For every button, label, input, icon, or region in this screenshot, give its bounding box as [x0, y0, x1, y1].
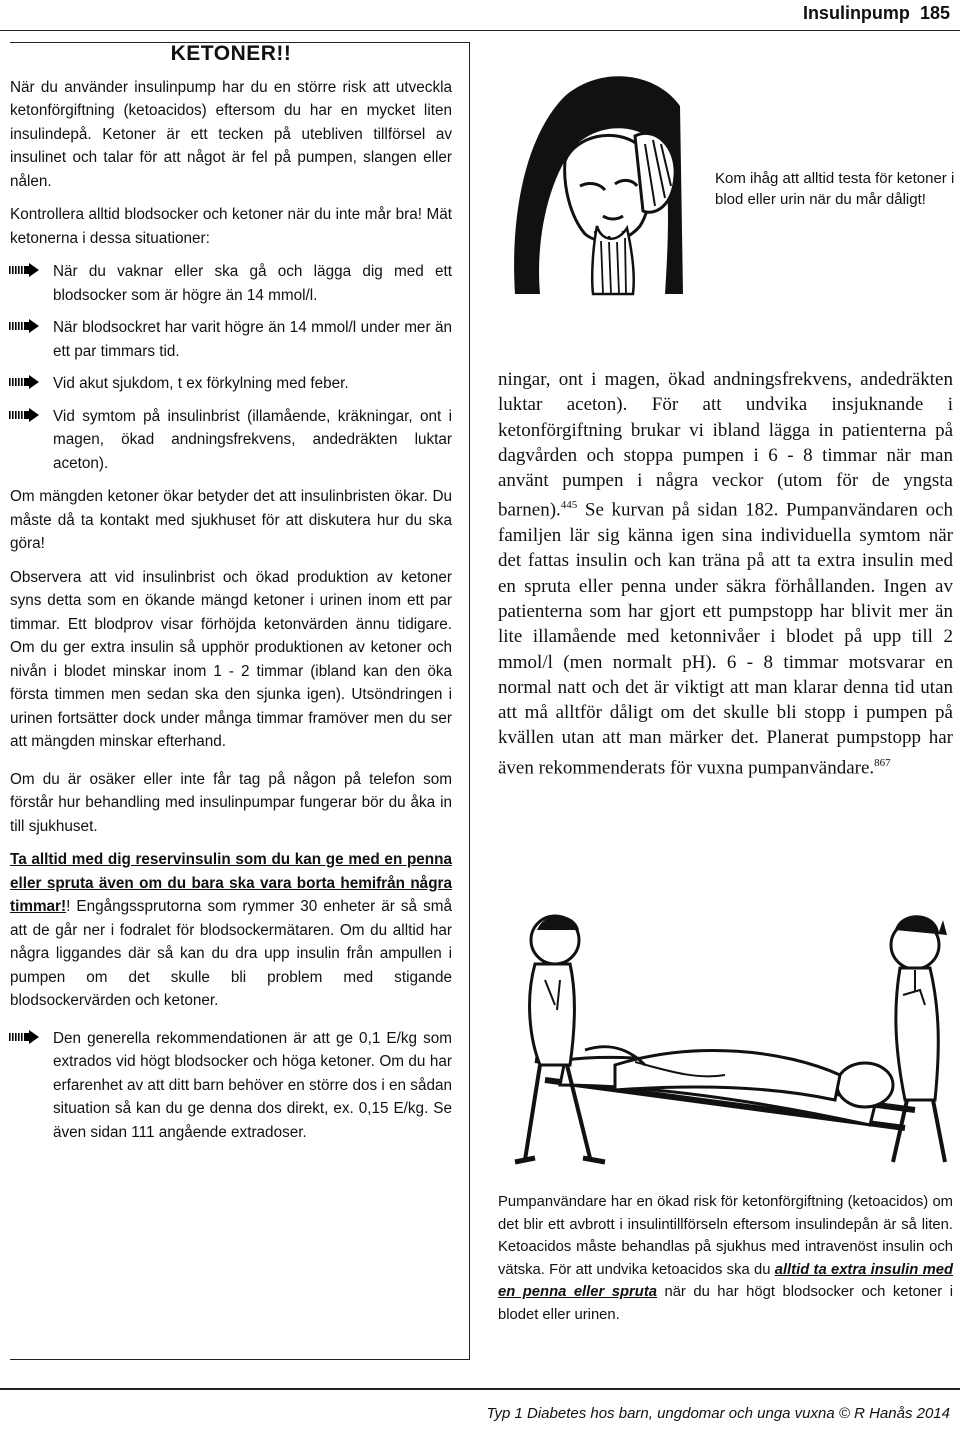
list-item-text: Den generella rekommendationen är att ge 0,1 E/kg som extrados vid högt blodsocker och höga ketoner. Om du har erfarenhet av att ditt barn behöver en större dos i en sådan situation så kan du ge denna dos direkt, ex. 0,15 E/kg. Se även sidan 111 angående extradoser.	[53, 1029, 452, 1141]
caption-text-2: när du har högt blodsocker och ketoner i blodet eller urinen.	[498, 1284, 953, 1323]
reference-445: 445	[560, 499, 578, 512]
arrow-bullet-icon	[9, 319, 41, 333]
list-item	[10, 372, 452, 396]
box-paragraph-3: Om mängden ketoner ökar betyder det att insulinbristen ökar. Du måste då ta kontakt med sjukhuset för att diskutera hur du ska göra!	[10, 488, 452, 552]
list-item-text: När du vaknar eller ska gå och lägga dig med ett blodsocker som är högre än 14 mmol/l.	[53, 263, 452, 304]
box-paragraph-6-rest: ! Engångssprutorna som rymmer 30 enheter är så små att de går ner i fodralet för blodsockermätaren. Om du alltid har några liggandes där så kan du dra upp insulin från ampullen i pumpen om det skulle bli problem med stigande blodsockervärden och ketoner.	[10, 898, 452, 1009]
box-paragraph-2: Kontrollera alltid blodsocker och ketoner när du inte mår bra! Mät ketonerna i dessa situationer:	[10, 206, 452, 247]
sick-woman-illustration	[505, 66, 685, 296]
arrow-bullet-icon	[9, 375, 41, 389]
recommendation-list	[10, 1027, 452, 1145]
reserve-insulin-warning: Ta alltid med dig reservinsulin som du kan ge med en penna eller spruta även om du bara ska vara borta hemifrån några timmar!	[10, 851, 452, 915]
list-item-text: När blodsockret har varit högre än 14 mmol/l under mer än ett par timmars tid.	[53, 319, 452, 360]
list-item-text: Vid symtom på insulinbrist (illamående, kräkningar, ont i magen, ökad andningsfrekvens, andedräkten luktar aceton).	[53, 407, 452, 472]
header-rule	[0, 30, 960, 31]
caption-emphasis: alltid ta extra insulin med en penna eller spruta	[498, 1261, 954, 1300]
box-paragraph-4: Observera att vid insulinbrist och ökad produktion av ketoner syns detta som en ökande mängd ketoner i urinen inom ett par timmar. Ett blodprov visar förhöjda ketonvärden ännu tidigare. Om du ger extra insulin så upphör produktionen av ketoner och nivån i blodet minskar inom 1 - 2 timmar (ibland kan den öka första timmen men sedan ska den sjunka igen). Utsöndringen i urinen fortsätter dock under många timmar framöver men du ser att mängden minskar efterhand.	[10, 568, 452, 750]
right-column-part-2: Se kurvan på sidan 182. Pumpanvändaren och familjen lär sig känna igen sina individuella symtom när det fattas insulin och kan träna på att ta extra insulin med en spruta eller penna under säkra förhållanden. Ingen av patienterna som har gjort ett pumpstopp har blivit mer än lite illamående med ketonnivåer i blodet på upp till 2 mmol/l (men normalt pH). 6 - 8 timmar motsvarar en normal natt och det är viktigt att man klarar denna tid utan att må alltför dåligt om det skulle bli stopp i pumpen på kvällen utan att man märker det. Planerat pumpstopp har även rekommenderats för vuxna pumpanvändare.	[498, 499, 953, 779]
page-number: 185	[919, 3, 950, 23]
situations-list	[10, 260, 452, 475]
header-title: Insulinpump	[802, 3, 910, 23]
box-paragraph-5: Om du är osäker eller inte får tag på någon på telefon som förstår hur behandling med insulinpumpar fungerar bör du åka in till sjukhuset.	[10, 770, 452, 835]
box-paragraph-6	[10, 848, 452, 1013]
list-item	[10, 260, 452, 307]
box-paragraph-1: När du använder insulinpump har du en större risk att utveckla ketonförgiftning (ketoacidos) eftersom du har en mycket liten insulindepå. Ketoner är ett tecken på utebliven tillförsel av insulinet och talar för att något är fel på pumpen, slangen eller nålen.	[10, 78, 452, 190]
page-header	[803, 3, 950, 24]
list-item	[10, 316, 452, 363]
arrow-bullet-icon	[9, 408, 41, 422]
arrow-bullet-icon	[9, 1030, 41, 1044]
reminder-caption: Kom ihåg att alltid testa för ketoner i blod eller urin när du mår dåligt!	[715, 170, 955, 208]
stretcher-illustration	[495, 900, 955, 1170]
arrow-bullet-icon	[9, 263, 41, 277]
right-column-part-1: ningar, ont i magen, ökad andningsfrekvens, andedräkten luktar aceton). För att undvika insjuknande i ketonförgiftning brukar vi ibland lägga in patienterna på dagvården och stoppa pumpen i 6 - 8 timmar när man använt pumpen i några veckor (utom för de yngsta barnen).	[498, 369, 953, 521]
ketones-box-content	[10, 44, 452, 1154]
reference-867: 867	[874, 756, 891, 769]
footer-rule	[0, 1388, 960, 1390]
list-item-text: Vid akut sjukdom, t ex förkylning med feber.	[53, 375, 349, 392]
right-column-text	[498, 367, 953, 780]
stretcher-caption	[498, 1191, 953, 1326]
caption-text-1: Pumpanvändare har en ökad risk för ketonförgiftning (ketoacidos) om det blir ett avbrott i insulintillförseln eftersom insulindepån är så liten. Ketoacidos måste behandlas på sjukhus med intravenöst insulin och vätska. För att undvika ketoacidos ska du	[498, 1194, 953, 1278]
list-item	[10, 405, 452, 476]
list-item	[10, 1027, 452, 1145]
box-title: KETONER!!	[170, 42, 292, 65]
page-footer: Typ 1 Diabetes hos barn, ungdomar och unga vuxna © R Hanås 2014	[486, 1405, 950, 1422]
